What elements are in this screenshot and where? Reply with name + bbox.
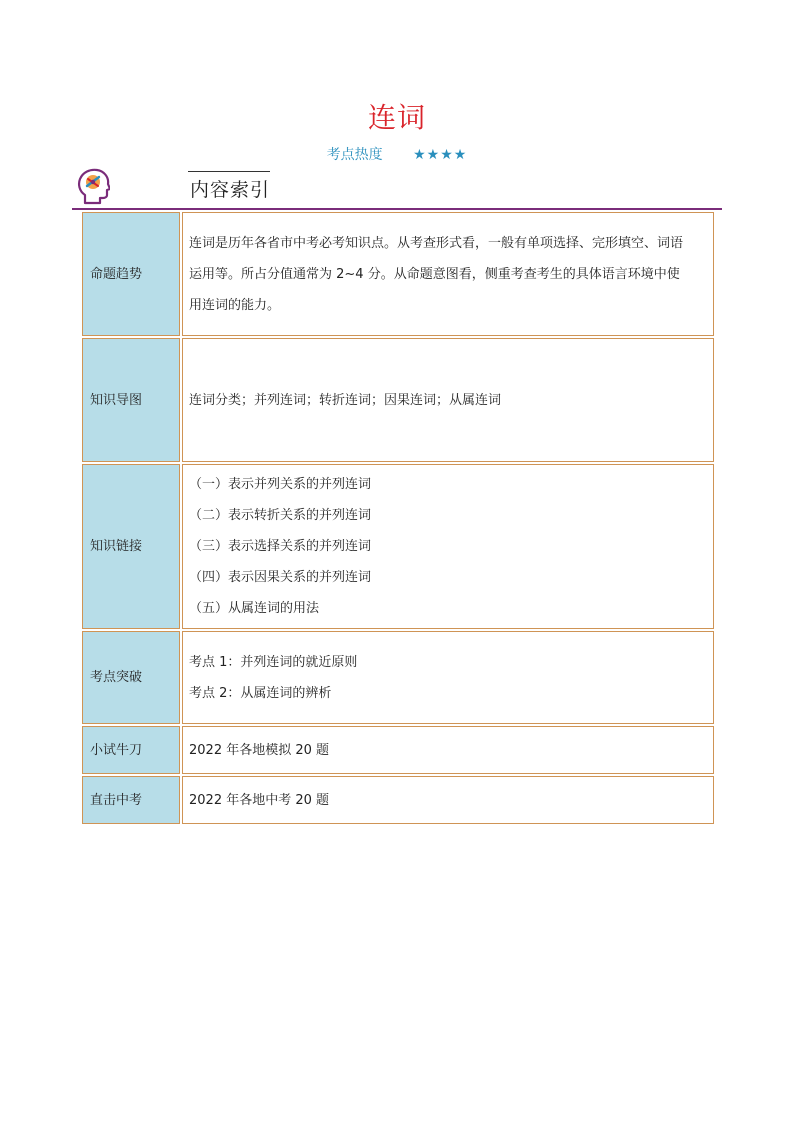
content-line: （五）从属连词的用法	[189, 601, 320, 616]
content-index-table	[80, 210, 716, 826]
exam-heat-stars: ★★★★	[413, 147, 468, 163]
row-content	[182, 464, 714, 629]
head-brain-icon	[76, 168, 110, 206]
content-line: （一）表示并列关系的并列连词	[189, 477, 372, 492]
table-row	[82, 338, 714, 462]
content-line: （四）表示因果关系的并列连词	[189, 570, 372, 585]
table-row	[82, 776, 714, 824]
section-heading: 内容索引	[190, 179, 271, 201]
exam-heat	[0, 144, 794, 164]
row-label: 小试牛刀	[82, 726, 180, 774]
row-label: 考点突破	[82, 631, 180, 724]
content-line: （二）表示转折关系的并列连词	[189, 508, 372, 523]
section-header	[72, 168, 722, 210]
row-content	[182, 631, 714, 724]
page-title: 连词	[367, 101, 426, 134]
content-line: 2022 年各地中考 20 题	[189, 792, 330, 808]
heading-overline	[188, 171, 270, 172]
table-row	[82, 464, 714, 629]
row-label: 知识导图	[82, 338, 180, 462]
row-label: 直击中考	[82, 776, 180, 824]
content-line: 运用等。所占分值通常为 2~4 分。从命题意图看，侧重考查考生的具体语言环境中使	[189, 266, 680, 282]
row-label: 命题趋势	[82, 212, 180, 336]
table-row	[82, 631, 714, 724]
content-line: （三）表示选择关系的并列连词	[189, 539, 372, 554]
content-line: 考点 1：并列连词的就近原则	[189, 654, 358, 670]
table-row	[82, 212, 714, 336]
exam-heat-label: 考点热度	[326, 147, 383, 163]
row-content	[182, 776, 714, 824]
content-line: 2022 年各地模拟 20 题	[189, 742, 330, 758]
content-line: 连词是历年各省市中考必考知识点。从考查形式看，一般有单项选择、完形填空、词语	[189, 235, 684, 251]
row-content	[182, 212, 714, 336]
content-line: 连词分类；并列连词；转折连词；因果连词；从属连词	[189, 392, 502, 408]
row-content	[182, 726, 714, 774]
row-label: 知识链接	[82, 464, 180, 629]
table-row	[82, 726, 714, 774]
content-line: 考点 2：从属连词的辨析	[189, 685, 332, 701]
content-line: 用连词的能力。	[189, 297, 281, 313]
row-content	[182, 338, 714, 462]
